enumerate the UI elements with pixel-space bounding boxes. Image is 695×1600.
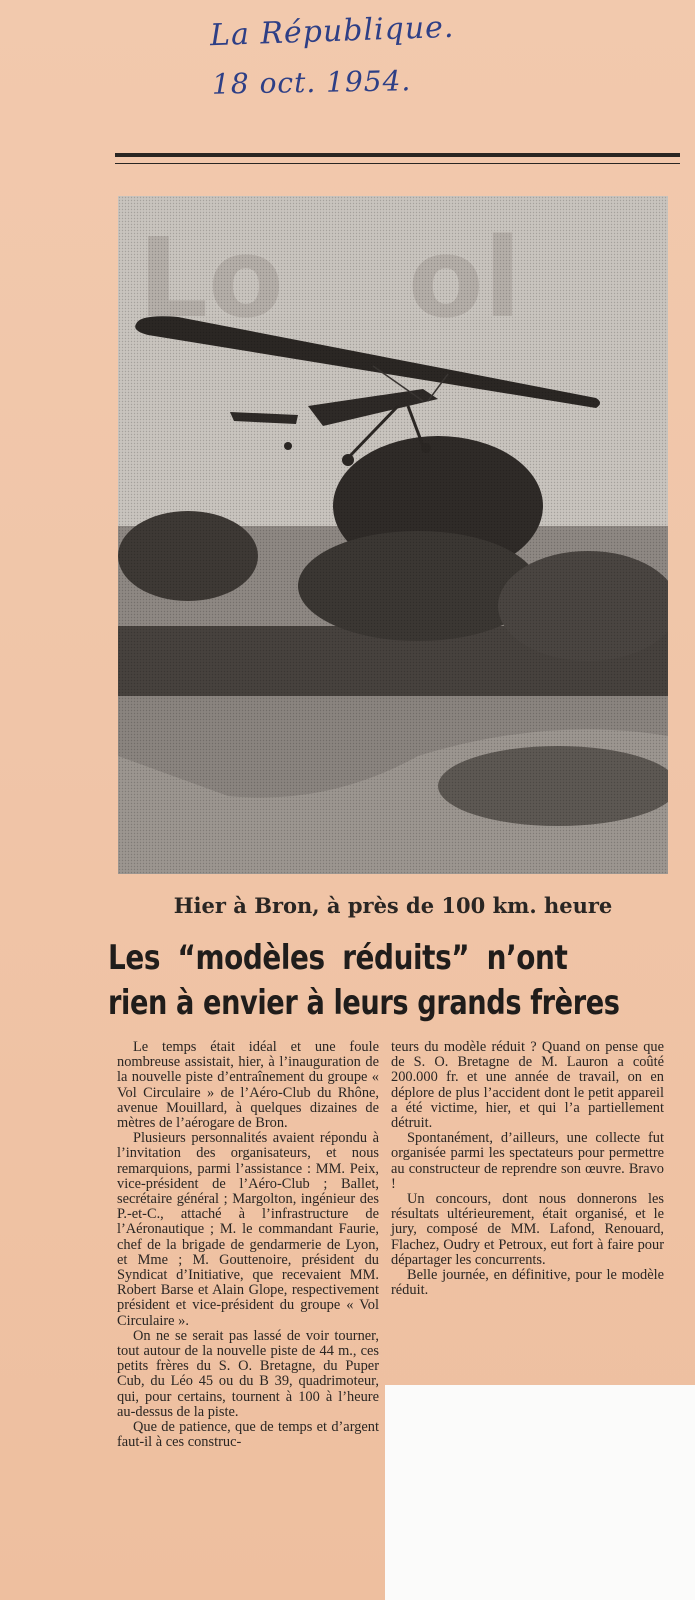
model-airplane-photo	[118, 196, 668, 874]
paragraph: Spontanément, d’ailleurs, une collecte fut organisée parmi les spectateurs pour permettre au constructeur de reprendre son œuvre. Bravo !	[391, 1130, 664, 1192]
handwritten-newspaper-name: La République.	[209, 9, 455, 54]
paragraph: Le temps était idéal et une foule nombreuse assistait, hier, à l’inauguration de la nouvelle piste d’entraînement du groupe « Vol Circulaire » de l’Aéro-Club du Rhône, avenue Mouillard, à quelques dizaines de mètres de l’aérogare de Bron.	[117, 1040, 379, 1132]
paragraph: On ne se serait pas lassé de voir tourner, tout autour de la nouvelle piste de 44 m., ces petits frères du S. O. Bretagne, du Puper Cub, du Léo 45 ou du B 39, quadrimoteur, qui, pour certains, tournent à 100 à l’heure au-dessus de la piste.	[117, 1327, 379, 1420]
paragraph: Que de patience, que de temps et d’argent faut-il à ces construc-	[117, 1419, 379, 1451]
paragraph: teurs du modèle réduit ? Quand on pense que de S. O. Bretagne de M. Lauron a coûté 200.000 fr. et une année de travail, on en déplore de plus l’accident dont le petit appareil a été victime, hier, et qui l’a partiellement détruit.	[391, 1039, 664, 1132]
photo-illustration	[118, 196, 668, 874]
headline-line-2: rien à envier à leurs grands frères	[108, 983, 620, 1023]
paragraph: Plusieurs personnalités avaient répondu à l’invitation des organisateurs, et nous remarquions, parmi l’assistance : MM. Peix, vice-président de l’Aéro-Club ; Ballet, secrétaire général ; Margolton, ingénieur des P.-et-C., attaché à l’infrastructure de l’Aéronautique ; M. le commandant Faurie, chef de la brigade de gendarmerie de Lyon, et Mme ; M. Gouttenoire, président du Syndicat d’Initiative, que recevaient MM. Robert Barse et Alain Glope, respectivement président et vice-président du groupe « Vol Circulaire ».	[117, 1130, 379, 1329]
article-column-2	[391, 1040, 664, 1298]
paragraph: Un concours, dont nous donnerons les résultats ultérieurement, était organisé, et le jury, composé de MM. Lafond, Renouard, Flachez, Oudry et Petroux, eut fort à faire pour départager les concurrents.	[391, 1191, 664, 1268]
headline-line-1: Les “modèles réduits” n’ont	[108, 938, 568, 978]
article-kicker: Hier à Bron, à près de 100 km. heure	[173, 893, 613, 918]
handwritten-date: 18 oct. 1954.	[211, 64, 412, 101]
article-column-1	[117, 1040, 379, 1600]
blank-mounting-paper	[385, 1385, 695, 1600]
column-rule	[115, 153, 680, 164]
paragraph: Belle journée, en définitive, pour le modèle réduit.	[391, 1267, 664, 1299]
